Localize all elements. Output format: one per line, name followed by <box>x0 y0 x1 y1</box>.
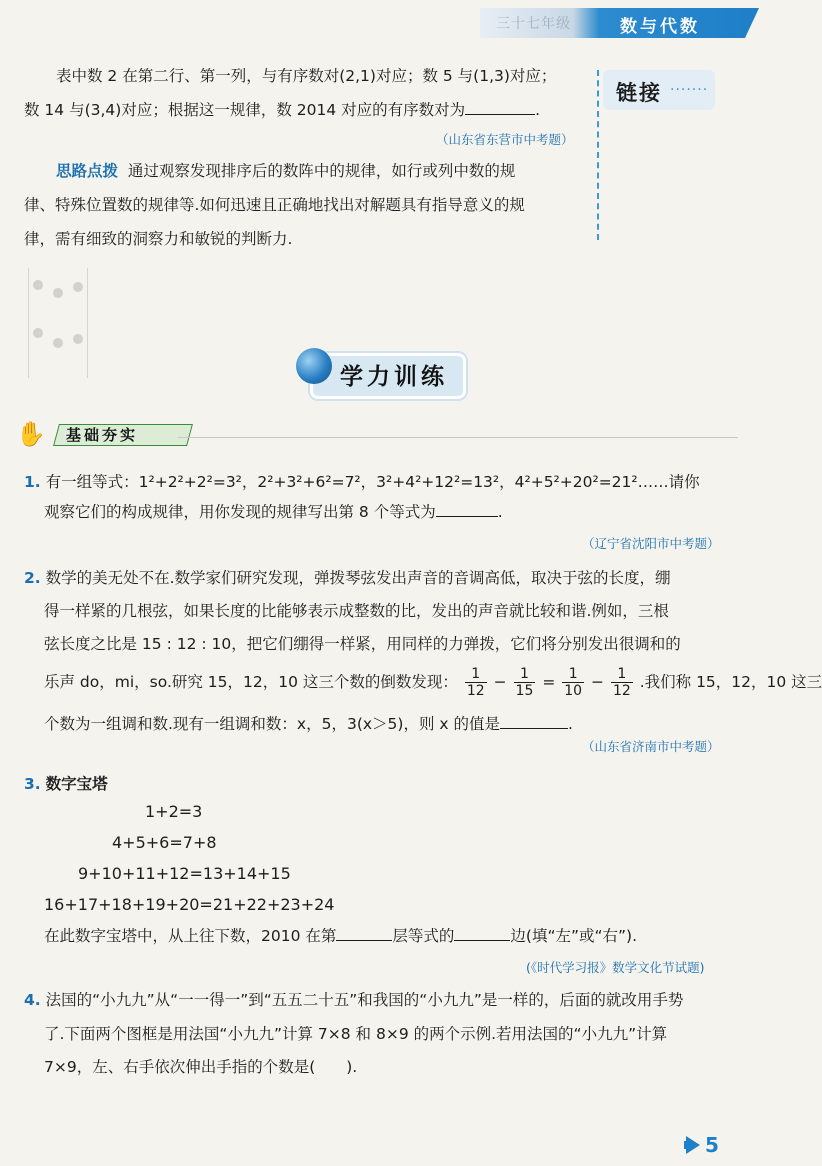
problem-2-text-5: 个数为一组调和数.现有一组调和数：x，5，3(x＞5)，则 x 的值是 <box>44 715 500 733</box>
problem-2-line-2: 得一样紧的几根弦，如果长度的比能够表示成整数的比，发出的声音就比较和谐.例如，三根 <box>44 602 669 620</box>
problem-2-line-1 <box>24 568 671 588</box>
intro-line-2-text: 数 14 与(3,4)对应；根据这一规律，数 2014 对应的有序数对为 <box>24 101 466 119</box>
problem-2-line-5 <box>44 714 573 734</box>
pyramid-row-3: 9+10+11+12=13+14+15 <box>78 864 291 883</box>
hand-icon: ✋ <box>16 420 46 448</box>
hint-line-3: 律，需有细致的洞察力和敏锐的判断力. <box>24 230 293 248</box>
page-number: 5 <box>705 1133 719 1157</box>
hint-text-1: 通过观察发现排序后的数阵中的规律，如行或列中数的规 <box>127 162 516 180</box>
problem-2-source: （山东省济南市中考题） <box>582 739 720 754</box>
problem-3-source: (《时代学习报》数学文化节试题) <box>526 960 705 975</box>
bleed-through-abacus <box>28 268 88 378</box>
problem-4-text-1: 法国的“小九九”从“一一得一”到“五五二十五”和我国的“小九九”是一样的，后面的就改用手势 <box>45 991 684 1009</box>
banner-ball-icon <box>296 348 332 384</box>
problem-1-text-2: 观察它们的构成规律，用你发现的规律写出第 8 个等式为 <box>44 503 436 521</box>
problem-3-text-c: 边(填“左”或“右”). <box>510 927 638 945</box>
subsection-divider <box>178 437 738 438</box>
problem-2-blank[interactable] <box>500 714 568 729</box>
section-banner-title: 学力训练 <box>340 364 448 390</box>
problem-3-blank-1[interactable] <box>336 926 392 941</box>
problem-1-end: . <box>497 503 503 521</box>
problem-3-question <box>44 926 637 946</box>
equals-sign: = <box>542 673 556 691</box>
fraction-1-12b: $\frac{1}{12}$ <box>612 666 631 699</box>
link-sidebar-dots: ······· <box>670 82 709 98</box>
problem-1-number: 1. <box>24 473 41 491</box>
problem-1-line-2 <box>44 502 503 522</box>
problem-3-text-b: 层等式的 <box>392 927 455 945</box>
header-section-title: 数与代数 <box>620 17 700 37</box>
hint-line-2: 律、特殊位置数的规律等.如何迅速且正确地找出对解题具有指导意义的规 <box>24 196 525 214</box>
problem-2-line-3: 弦长度之比是 15 : 12 : 10，把它们绷得一样紧，用同样的力弹拨，它们将分别发出很调和的 <box>44 635 681 653</box>
problem-1-source: （辽宁省沈阳市中考题） <box>582 536 720 551</box>
problem-1-text-1: 有一组等式：1²+2²+2²=3²，2²+3²+6²=7²，3²+4²+12²=13²，4²+5²+20²=21²……请你 <box>45 473 700 491</box>
pyramid-row-2: 4+5+6=7+8 <box>112 833 217 852</box>
problem-3-heading <box>24 774 108 794</box>
minus-sign: − <box>591 673 605 691</box>
problem-4-line-1 <box>24 990 683 1010</box>
problem-2-line-4 <box>44 666 822 699</box>
problem-4-number: 4. <box>24 991 41 1009</box>
problem-2-number: 2. <box>24 569 41 587</box>
intro-line-2 <box>24 100 540 120</box>
pyramid-row-4: 16+17+18+19+20=21+22+23+24 <box>44 895 335 914</box>
intro-line-1: 表中数 2 在第二行、第一列，与有序数对(2,1)对应；数 5 与(1,3)对应； <box>56 67 557 85</box>
hint-line-1 <box>56 161 515 181</box>
problem-2-text-4a: 乐声 do，mi，so.研究 15，12，10 这三个数的倒数发现： <box>44 673 458 691</box>
page-arrow-icon <box>686 1136 700 1154</box>
problem-4-line-2: 了.下面两个图框是用法国“小九九”计算 7×8 和 8×9 的两个示例.若用法国的“小九九”计算 <box>44 1025 668 1043</box>
pyramid-row-1: 1+2=3 <box>145 802 203 821</box>
fraction-1-15: $\frac{1}{15}$ <box>515 666 534 699</box>
answer-blank[interactable] <box>465 100 535 115</box>
problem-4-line-3: 7×9，左、右手依次伸出手指的个数是( ). <box>44 1058 358 1076</box>
subsection-title: 基础夯实 <box>66 426 139 444</box>
problem-2-text-4b: .我们称 15，12，10 这三 <box>639 673 822 691</box>
link-sidebar-title: 链接 <box>616 81 662 105</box>
minus-sign: − <box>493 673 507 691</box>
fraction-1-10: $\frac{1}{10}$ <box>564 666 583 699</box>
problem-2-text-1: 数学的美无处不在.数学家们研究发现，弹拨琴弦发出声音的音调高低，取决于弦的长度，绷 <box>45 569 671 587</box>
hint-label: 思路点拨 <box>56 162 119 180</box>
header-fold <box>745 8 759 38</box>
problem-3-title: 数字宝塔 <box>45 775 108 793</box>
fraction-1-12: $\frac{1}{12}$ <box>466 666 485 699</box>
problem-1-line-1 <box>24 472 700 492</box>
intro-source: （山东省东营市中考题） <box>436 132 574 147</box>
subsection-heading <box>16 420 178 448</box>
problem-3-text-a: 在此数字宝塔中，从上往下数，2010 在第 <box>44 927 337 945</box>
problem-2-end: . <box>567 715 573 733</box>
header-ghost-text: 三十七年级 <box>496 16 571 32</box>
problem-1-blank[interactable] <box>436 502 498 517</box>
intro-line-2-end: . <box>535 101 541 119</box>
problem-3-blank-2[interactable] <box>454 926 510 941</box>
problem-3-number: 3. <box>24 775 41 793</box>
